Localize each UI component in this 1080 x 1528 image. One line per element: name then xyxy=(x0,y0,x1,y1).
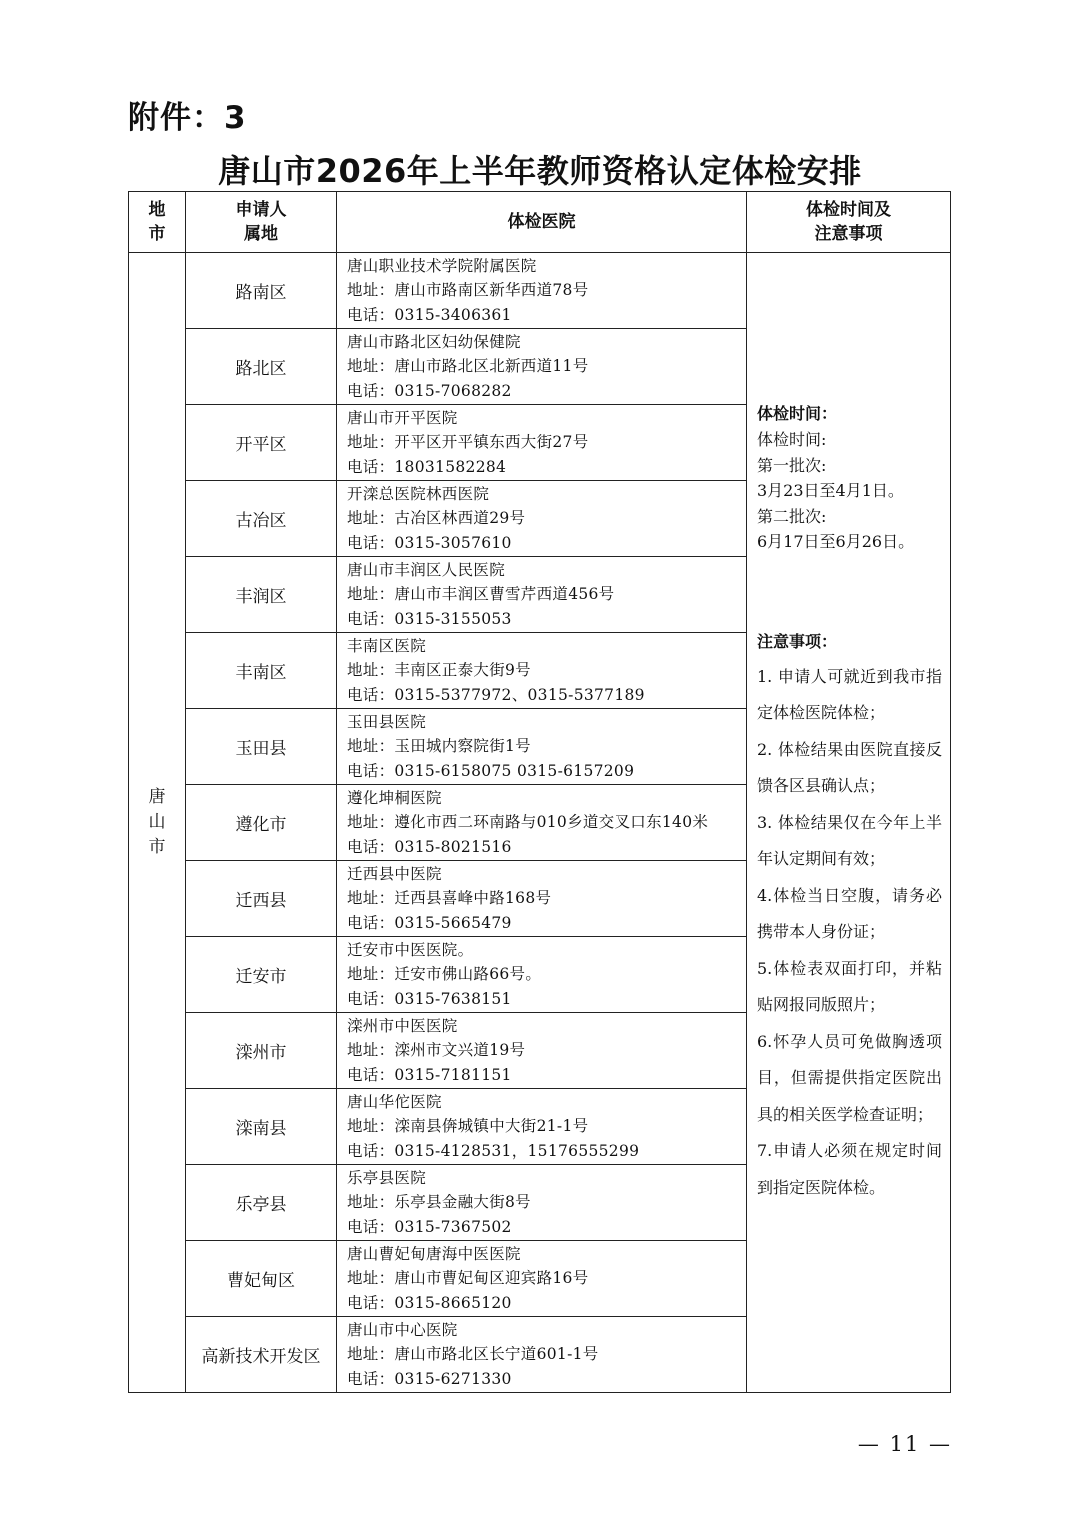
area-cell: 滦州市 xyxy=(186,1013,337,1089)
hospital-phone: 电话：0315-3406361 xyxy=(347,305,512,324)
exam-schedule-table xyxy=(128,191,951,1393)
hospital-phone: 电话：0315-4128531，15176555299 xyxy=(347,1141,640,1160)
hospital-phone: 电话：0315-6158075 0315-6157209 xyxy=(347,761,635,780)
hospital-hospital: 唐山华佗医院 xyxy=(347,1092,442,1111)
hospital-cell xyxy=(337,1089,747,1165)
hospital-cell xyxy=(337,1317,747,1393)
hospital-address: 地址：滦州市文兴道19号 xyxy=(347,1041,526,1060)
notice-item: 2. 体检结果由医院直接反馈各区县确认点； xyxy=(757,739,942,795)
time-line: 第一批次: xyxy=(757,455,827,475)
hospital-address: 地址：玉田城内察院街1号 xyxy=(347,737,531,756)
area-cell: 路北区 xyxy=(186,329,337,405)
hospital-cell xyxy=(337,1165,747,1241)
time-line: 3月23日至4月1日。 xyxy=(757,481,904,500)
time-heading: 体检时间： xyxy=(757,404,838,423)
table-row xyxy=(129,253,951,329)
area-cell: 丰南区 xyxy=(186,633,337,709)
hospital-phone: 电话：0315-3155053 xyxy=(347,609,512,628)
hospital-address: 地址：迁西县喜峰中路168号 xyxy=(347,889,552,908)
hospital-address: 地址：唐山市曹妃甸区迎宾路16号 xyxy=(347,1269,589,1288)
area-cell: 高新技术开发区 xyxy=(186,1317,337,1393)
hospital-hospital: 唐山市丰润区人民医院 xyxy=(347,560,506,579)
hospital-cell xyxy=(337,405,747,481)
header-area: 申请人 属地 xyxy=(186,192,337,253)
notes-cell xyxy=(747,253,951,1393)
hospital-hospital: 唐山市路北区妇幼保健院 xyxy=(347,332,521,351)
header-city: 地 市 xyxy=(129,192,186,253)
page-number: — 11 — xyxy=(857,1432,952,1456)
hospital-hospital: 唐山曹妃甸唐海中医医院 xyxy=(347,1244,521,1263)
area-cell: 丰润区 xyxy=(186,557,337,633)
hospital-hospital: 唐山市开平医院 xyxy=(347,408,458,427)
hospital-phone: 电话：0315-7367502 xyxy=(347,1217,512,1236)
hospital-phone: 电话：0315-7068282 xyxy=(347,381,512,400)
hospital-cell xyxy=(337,1013,747,1089)
hospital-address: 地址：唐山市路北区北新西道11号 xyxy=(347,357,589,376)
hospital-phone: 电话：0315-3057610 xyxy=(347,533,512,552)
area-cell: 路南区 xyxy=(186,253,337,329)
time-line: 体检时间: xyxy=(757,430,827,449)
area-cell: 乐亭县 xyxy=(186,1165,337,1241)
hospital-address: 地址：古冶区林西道29号 xyxy=(347,509,526,528)
hospital-hospital: 迁西县中医院 xyxy=(347,864,442,883)
hospital-address: 地址：丰南区正泰大街9号 xyxy=(347,661,531,680)
hospital-phone: 电话：0315-5377972、0315-5377189 xyxy=(347,685,645,704)
area-cell: 开平区 xyxy=(186,405,337,481)
hospital-phone: 电话：0315-6271330 xyxy=(347,1369,512,1388)
hospital-hospital: 唐山市中心医院 xyxy=(347,1320,458,1339)
hospital-cell xyxy=(337,937,747,1013)
time-line: 第二批次: xyxy=(757,506,827,526)
area-cell: 玉田县 xyxy=(186,709,337,785)
hospital-phone: 电话：18031582284 xyxy=(347,457,507,476)
notice-item: 5.体检表双面打印，并粘贴网报同版照片； xyxy=(757,958,942,1014)
area-cell: 迁西县 xyxy=(186,861,337,937)
document-title: 唐山市2026年上半年教师资格认定体检安排 xyxy=(218,152,862,190)
attachment-label: 附件：3 xyxy=(128,100,247,136)
notice-item: 4.体检当日空腹，请务必携带本人身份证； xyxy=(757,885,942,941)
area-cell: 滦南县 xyxy=(186,1089,337,1165)
hospital-phone: 电话：0315-5665479 xyxy=(347,913,512,932)
area-cell: 曹妃甸区 xyxy=(186,1241,337,1317)
hospital-cell xyxy=(337,709,747,785)
hospital-phone: 电话：0315-8021516 xyxy=(347,837,512,856)
hospital-hospital: 滦州市中医医院 xyxy=(347,1016,458,1035)
hospital-phone: 电话：0315-7181151 xyxy=(347,1065,512,1084)
hospital-hospital: 开滦总医院林西医院 xyxy=(347,484,490,503)
header-hospital: 体检医院 xyxy=(337,192,747,253)
area-cell: 迁安市 xyxy=(186,937,337,1013)
hospital-phone: 电话：0315-7638151 xyxy=(347,989,512,1008)
hospital-address: 地址：乐亭县金融大街8号 xyxy=(347,1193,531,1212)
notice-item: 6.怀孕人员可免做胸透项目，但需提供指定医院出具的相关医学检查证明； xyxy=(757,1031,942,1124)
table-body xyxy=(129,253,951,1393)
hospital-cell xyxy=(337,481,747,557)
hospital-hospital: 乐亭县医院 xyxy=(347,1168,427,1187)
time-line: 6月17日至6月26日。 xyxy=(757,532,915,551)
city-cell: 唐 山 市 xyxy=(129,253,186,1393)
notice-item: 1. 申请人可就近到我市指定体检医院体检； xyxy=(757,666,942,722)
hospital-cell xyxy=(337,785,747,861)
hospital-hospital: 丰南区医院 xyxy=(347,636,427,655)
hospital-cell xyxy=(337,861,747,937)
hospital-cell xyxy=(337,557,747,633)
notice-item: 7.申请人必须在规定时间到指定医院体检。 xyxy=(757,1141,942,1197)
hospital-phone: 电话：0315-8665120 xyxy=(347,1293,512,1312)
hospital-cell xyxy=(337,1241,747,1317)
hospital-address: 地址：滦南县倴城镇中大街21-1号 xyxy=(347,1117,589,1136)
hospital-hospital: 玉田县医院 xyxy=(347,712,427,731)
notice-heading: 注意事项： xyxy=(757,631,838,651)
hospital-address: 地址：唐山市路南区新华西道78号 xyxy=(347,281,589,300)
hospital-hospital: 唐山职业技术学院附属医院 xyxy=(347,256,537,275)
hospital-cell xyxy=(337,633,747,709)
area-cell: 古冶区 xyxy=(186,481,337,557)
header-notes: 体检时间及 注意事项 xyxy=(747,192,951,253)
hospital-cell xyxy=(337,253,747,329)
hospital-hospital: 遵化坤桐医院 xyxy=(347,788,442,807)
hospital-hospital: 迁安市中医医院。 xyxy=(347,940,474,959)
notice-item: 3. 体检结果仅在今年上半年认定期间有效； xyxy=(757,812,942,868)
area-cell: 遵化市 xyxy=(186,785,337,861)
hospital-address: 地址：迁安市佛山路66号。 xyxy=(347,965,542,984)
hospital-address: 地址：唐山市丰润区曹雪芹西道456号 xyxy=(347,585,615,604)
hospital-cell xyxy=(337,329,747,405)
hospital-address: 地址：唐山市路北区长宁道601-1号 xyxy=(347,1345,599,1364)
hospital-address: 地址：开平区开平镇东西大街27号 xyxy=(347,433,589,452)
hospital-address: 地址：遵化市西二环南路与010乡道交叉口东140米 xyxy=(347,813,709,832)
